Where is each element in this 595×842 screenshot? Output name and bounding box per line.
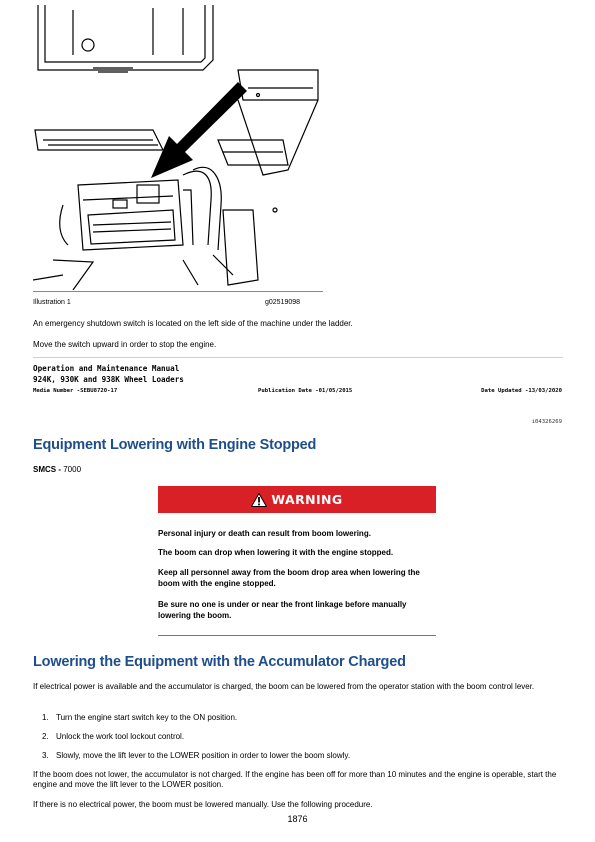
list-item: 2. Unlock the work tool lockout control. bbox=[42, 732, 185, 741]
page-number: 1876 bbox=[287, 814, 308, 824]
media-number: Media Number -SEBU8720-17 bbox=[33, 388, 118, 394]
warning-line-1: Personal injury or death can result from boom lowering. bbox=[158, 529, 371, 538]
shutdown-switch-illustration bbox=[33, 0, 323, 290]
manual-models: 924K, 930K and 938K Wheel Loaders bbox=[33, 375, 184, 384]
smcs-code bbox=[33, 465, 81, 474]
smcs-value: 7000 bbox=[61, 465, 82, 474]
warning-line-4: Be sure no one is under or near the front linkage before manually lowering the boom. bbox=[158, 600, 407, 620]
step-1-text: Turn the engine start switch key to the ON position. bbox=[56, 713, 238, 722]
section-title-lowering: Equipment Lowering with Engine Stopped bbox=[33, 437, 317, 453]
warning-label: WARNING bbox=[271, 492, 343, 507]
warning-line-2: The boom can drop when lowering it with the engine stopped. bbox=[158, 548, 394, 557]
section-title-accumulator: Lowering the Equipment with the Accumulator Charged bbox=[33, 654, 406, 670]
list-item: 3. Slowly, move the lift lever to the LOWER position in order to lower the boom slowly. bbox=[42, 751, 351, 760]
publication-date: Publication Date -01/05/2015 bbox=[258, 388, 353, 394]
date-updated: Date Updated -13/03/2020 bbox=[481, 388, 562, 394]
accumulator-paragraph: If electrical power is available and the accumulator is charged, the boom can be lowered from the operator station with the boom control lever. bbox=[33, 682, 535, 691]
intro-paragraph-1: An emergency shutdown switch is located on the left side of the machine under the ladder. bbox=[33, 319, 353, 328]
list-item: 1. Turn the engine start switch key to the ON position. bbox=[42, 713, 238, 722]
warning-line-3: Keep all personnel away from the boom drop area when lowering the boom with the engine stopped. bbox=[158, 568, 420, 588]
section-divider bbox=[33, 357, 563, 358]
document-id: i04326269 bbox=[531, 419, 562, 425]
warning-banner bbox=[158, 486, 436, 513]
intro-paragraph-2: Move the switch upward in order to stop the engine. bbox=[33, 340, 217, 349]
step-3-text: Slowly, move the lift lever to the LOWER position in order to lower the boom slowly. bbox=[56, 751, 351, 760]
warning-triangle-icon bbox=[251, 493, 267, 507]
manual-title: Operation and Maintenance Manual bbox=[33, 364, 180, 373]
smcs-label: SMCS - bbox=[33, 465, 61, 474]
warning-rule bbox=[158, 635, 436, 636]
illustration-rule bbox=[33, 291, 323, 292]
illustration-id: g02519098 bbox=[265, 299, 301, 306]
no-power-paragraph: If there is no electrical power, the boom must be lowered manually. Use the following procedure. bbox=[33, 800, 373, 809]
boom-not-lower-paragraph: If the boom does not lower, the accumulator is not charged. If the engine has been off for more than 10 minutes and the engine is operable, start the engine and move the lift lever to the LOWER position. bbox=[33, 770, 557, 789]
step-2-text: Unlock the work tool lockout control. bbox=[56, 732, 185, 741]
illustration-caption: Illustration 1 bbox=[33, 299, 71, 306]
